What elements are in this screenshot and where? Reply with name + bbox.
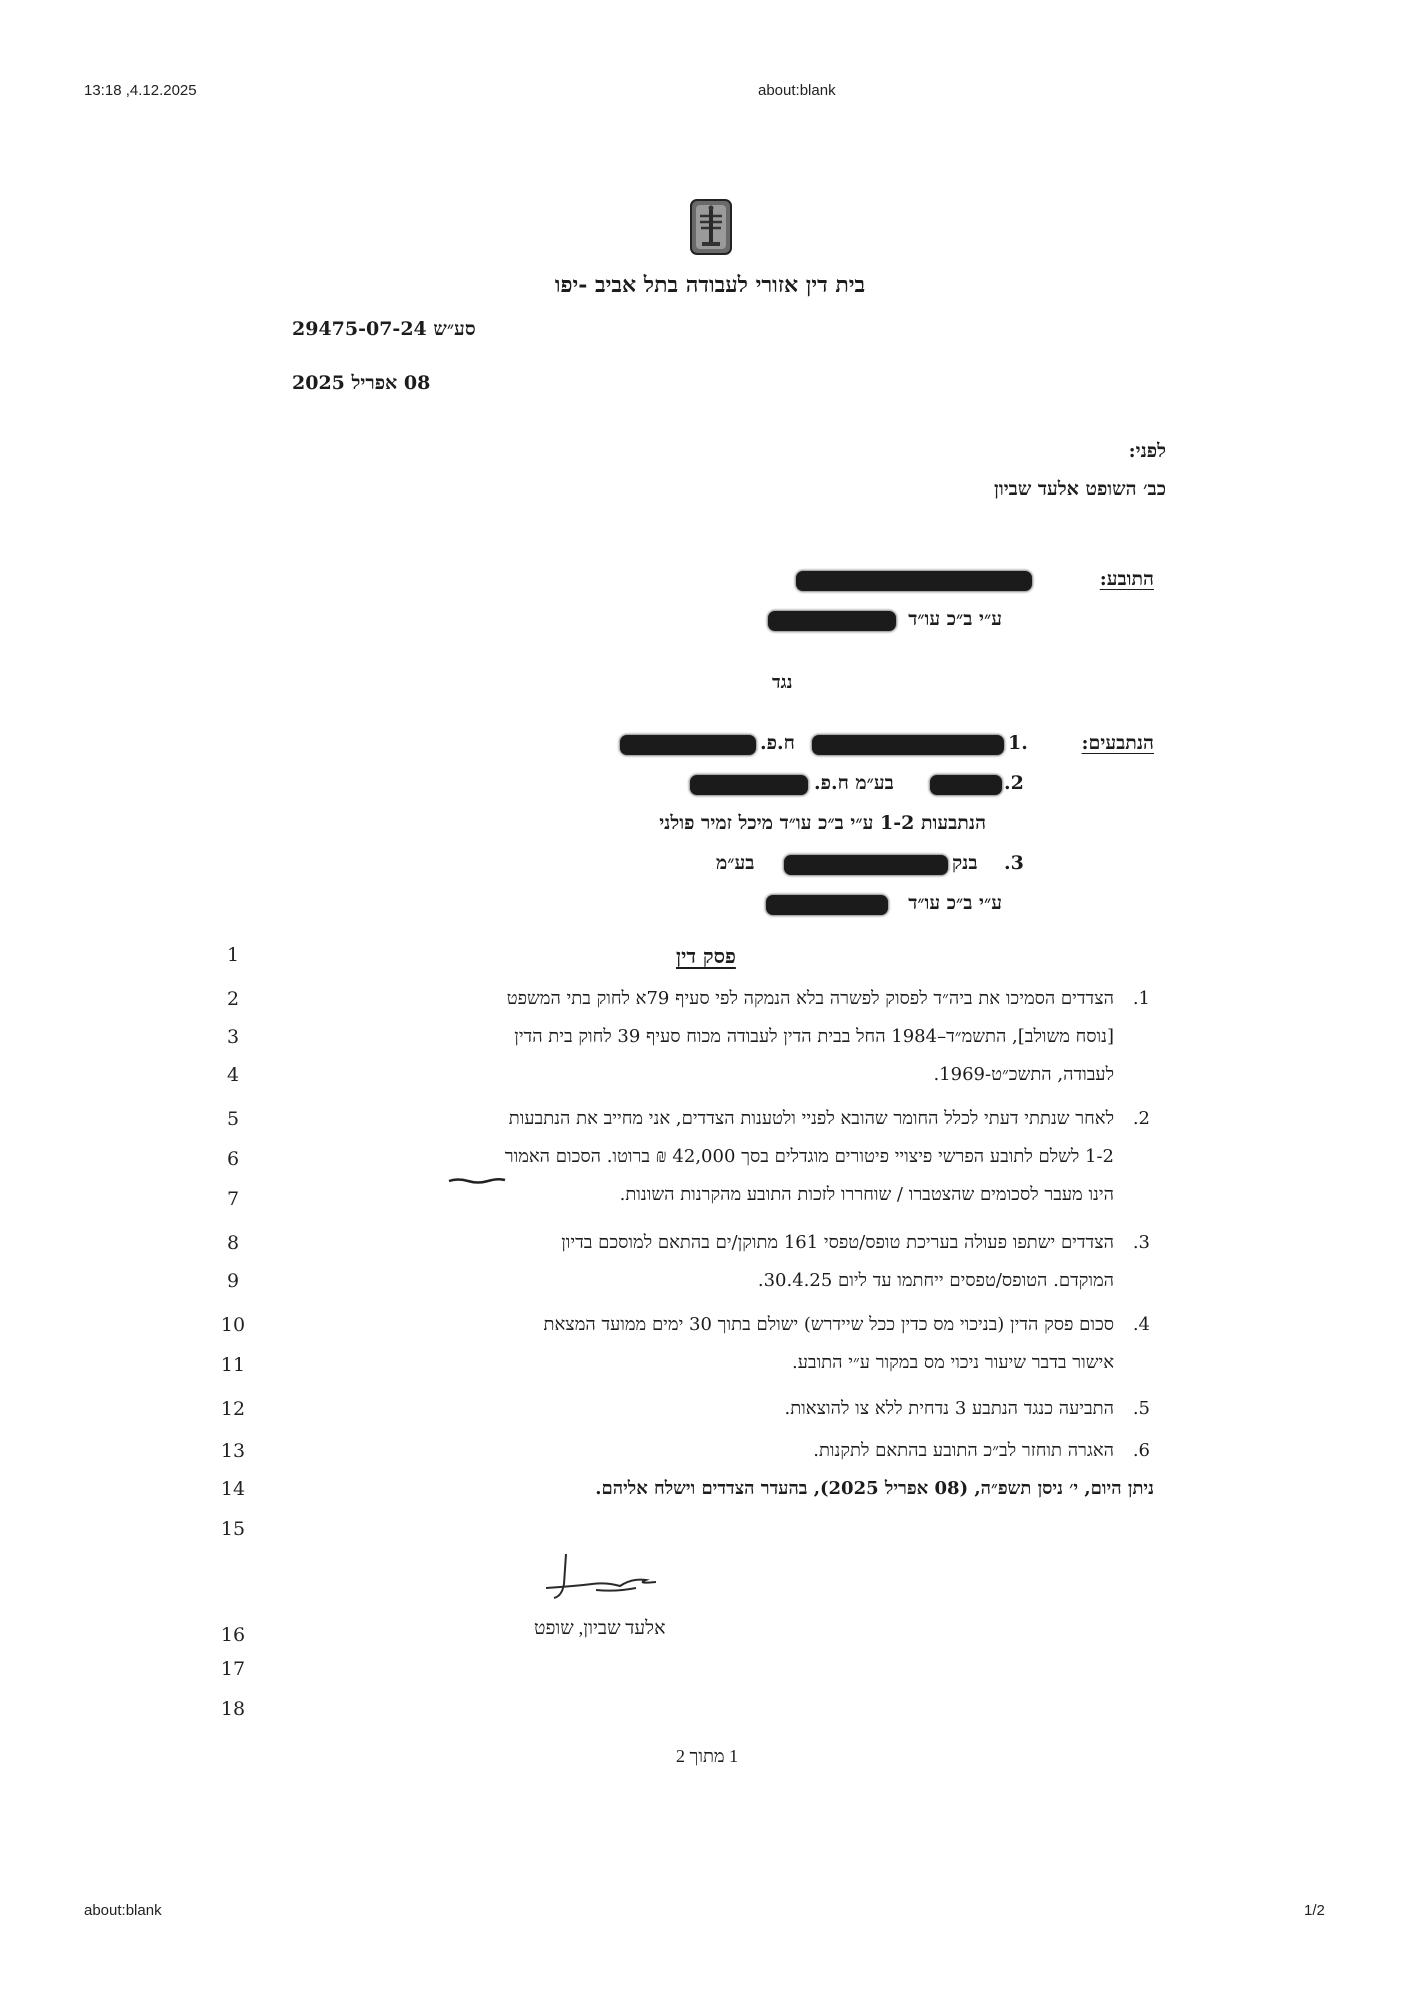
signature-scribble (536, 1548, 666, 1612)
defendant-3-prefix: בנק (952, 852, 978, 874)
redacted-plaintiff-counsel (768, 611, 896, 631)
plaintiff-counsel: ע״י ב״כ עו״ד (908, 608, 1002, 630)
paragraph-number: .3 (1132, 1232, 1150, 1253)
defendant-2-number: .2 (1004, 772, 1024, 794)
paragraph-6 (270, 1432, 1150, 1470)
paragraph-line: הצדדים הסמיכו את ביה״ד לפסוק לפשרה בלא הנמקה לפי סעיף 79א לחוק בתי המשפט (506, 988, 1114, 1009)
line-number: 9 (226, 1270, 240, 1292)
paragraph-3 (270, 1224, 1150, 1300)
line-number: 2 (226, 988, 240, 1010)
line-number: 7 (226, 1188, 240, 1210)
defendant-3-suffix: בע״מ (716, 852, 755, 874)
given-statement: ניתן היום, י׳ ניסן תשפ״ה, (08 אפריל 2025), בהעדר הצדדים וישלח אליהם. (595, 1478, 1154, 1499)
line-number: 14 (220, 1478, 246, 1500)
redacted-defendant-3-name (784, 855, 948, 875)
judge-signature-name: אלעד שביון, שופט (534, 1618, 666, 1639)
line-number: 6 (226, 1148, 240, 1170)
line-number: 15 (220, 1518, 246, 1540)
paragraph-number: .1 (1132, 988, 1150, 1009)
redacted-defendant-1-id (620, 735, 756, 755)
page-count: 1 מתוך 2 (676, 1746, 739, 1766)
paragraph-line: התביעה כנגד הנתבע 3 נדחית ללא צו להוצאות. (784, 1398, 1114, 1419)
line-number: 8 (226, 1232, 240, 1254)
line-number: 12 (220, 1398, 246, 1420)
paragraph-number: .4 (1132, 1314, 1150, 1335)
line-number: 10 (220, 1314, 246, 1336)
defendant-1-number: 1. (1008, 732, 1028, 754)
redacted-defendant-1-name (812, 735, 1004, 755)
paragraph-line: אישור בדבר שיעור ניכוי מס במקור ע״י התובע. (791, 1352, 1114, 1373)
paragraph-number: .6 (1132, 1440, 1150, 1461)
case-number-line (292, 318, 476, 341)
court-name: בית דין אזורי לעבודה בתל אביב -יפו (554, 272, 866, 298)
redacted-plaintiff-name (796, 571, 1032, 591)
defendants-1-2-counsel: הנתבעות 1-2 ע״י ב״כ עו״ד מיכל זמיר פולני (659, 812, 986, 834)
print-datetime: 13:18 ,4.12.2025 (84, 82, 197, 99)
paragraph-line: סכום פסק הדין (בניכוי מס כדין ככל שיידרש) ישולם בתוך 30 ימים ממועד המצאת (543, 1314, 1114, 1335)
paragraph-line: הינו מעבר לסכומים שהצטברו / שוחררו לזכות התובע מהקרנות השונות. (619, 1184, 1114, 1205)
defendant-2-text: בע״מ ח.פ. (814, 772, 894, 794)
paragraph-line: לאחר שנתתי דעתי לכלל החומר שהובא לפניי ולטענות הצדדים, אני מחייב את הנתבעות (508, 1108, 1114, 1129)
line-number: 11 (220, 1354, 246, 1376)
line-number: 17 (220, 1658, 246, 1680)
paragraph-line: לעבודה, התשכ״ט-1969. (933, 1064, 1114, 1085)
defendant-3-number: .3 (1004, 852, 1024, 874)
defendants-label: הנתבעים: (1081, 732, 1154, 754)
print-footer-url: about:blank (84, 1902, 162, 1919)
paragraph-line: המוקדם. הטופס/טפסים ייחתמו עד ליום 30.4.25. (757, 1270, 1114, 1291)
paragraph-line: 1-2 לשלם לתובע הפרשי פיצויי פיטורים מוגדלים בסך 42,000 ₪ ברוטו. הסכום האמור (504, 1146, 1114, 1167)
print-url: about:blank (758, 82, 836, 99)
paragraph-4 (270, 1306, 1150, 1382)
redacted-defendant-2-name (930, 775, 1002, 795)
before-label: לפני: (1128, 440, 1166, 462)
line-number: 5 (226, 1108, 240, 1130)
redacted-defendant-2-id (690, 775, 808, 795)
case-number: 29475-07-24 (292, 318, 427, 340)
line-number: 13 (220, 1440, 246, 1462)
paragraph-2 (270, 1100, 1150, 1214)
plaintiff-label: התובע: (1099, 568, 1154, 590)
case-label: סע״ש (433, 318, 476, 340)
paragraph-number: .5 (1132, 1398, 1150, 1419)
line-number: 1 (226, 944, 240, 966)
judge-name: כב׳ השופט אלעד שביון (993, 478, 1166, 500)
judgment-date: 08 אפריל 2025 (292, 372, 431, 394)
state-emblem-icon (688, 198, 734, 256)
line-number: 3 (226, 1026, 240, 1048)
paragraph-line: [נוסח משולב], התשמ״ד–1984 החל בבית הדין לעבודה מכוח סעיף 39 לחוק בית הדין (514, 1026, 1114, 1047)
defendant-3-counsel: ע״י ב״כ עו״ד (908, 892, 1002, 914)
print-page-number: 1/2 (1304, 1902, 1325, 1919)
paragraph-line: האגרה תוחזר לב״כ התובע בהתאם לתקנות. (813, 1440, 1114, 1461)
line-number: 16 (220, 1624, 246, 1646)
paragraph-5 (270, 1390, 1150, 1428)
line-number: 18 (220, 1698, 246, 1720)
paragraph-number: .2 (1132, 1108, 1150, 1129)
handwritten-underline (448, 1170, 506, 1178)
line-number: 4 (226, 1064, 240, 1086)
redacted-defendant-3-counsel (766, 895, 888, 915)
paragraph-line: הצדדים ישתפו פעולה בעריכת טופס/טפסי 161 מתוקן/ים בהתאם למוסכם בדיון (561, 1232, 1114, 1253)
judgment-title: פסק דין (676, 944, 736, 968)
defendant-1-suffix: ח.פ. (760, 732, 795, 754)
versus: נגד (772, 672, 793, 693)
paragraph-1 (270, 980, 1150, 1094)
